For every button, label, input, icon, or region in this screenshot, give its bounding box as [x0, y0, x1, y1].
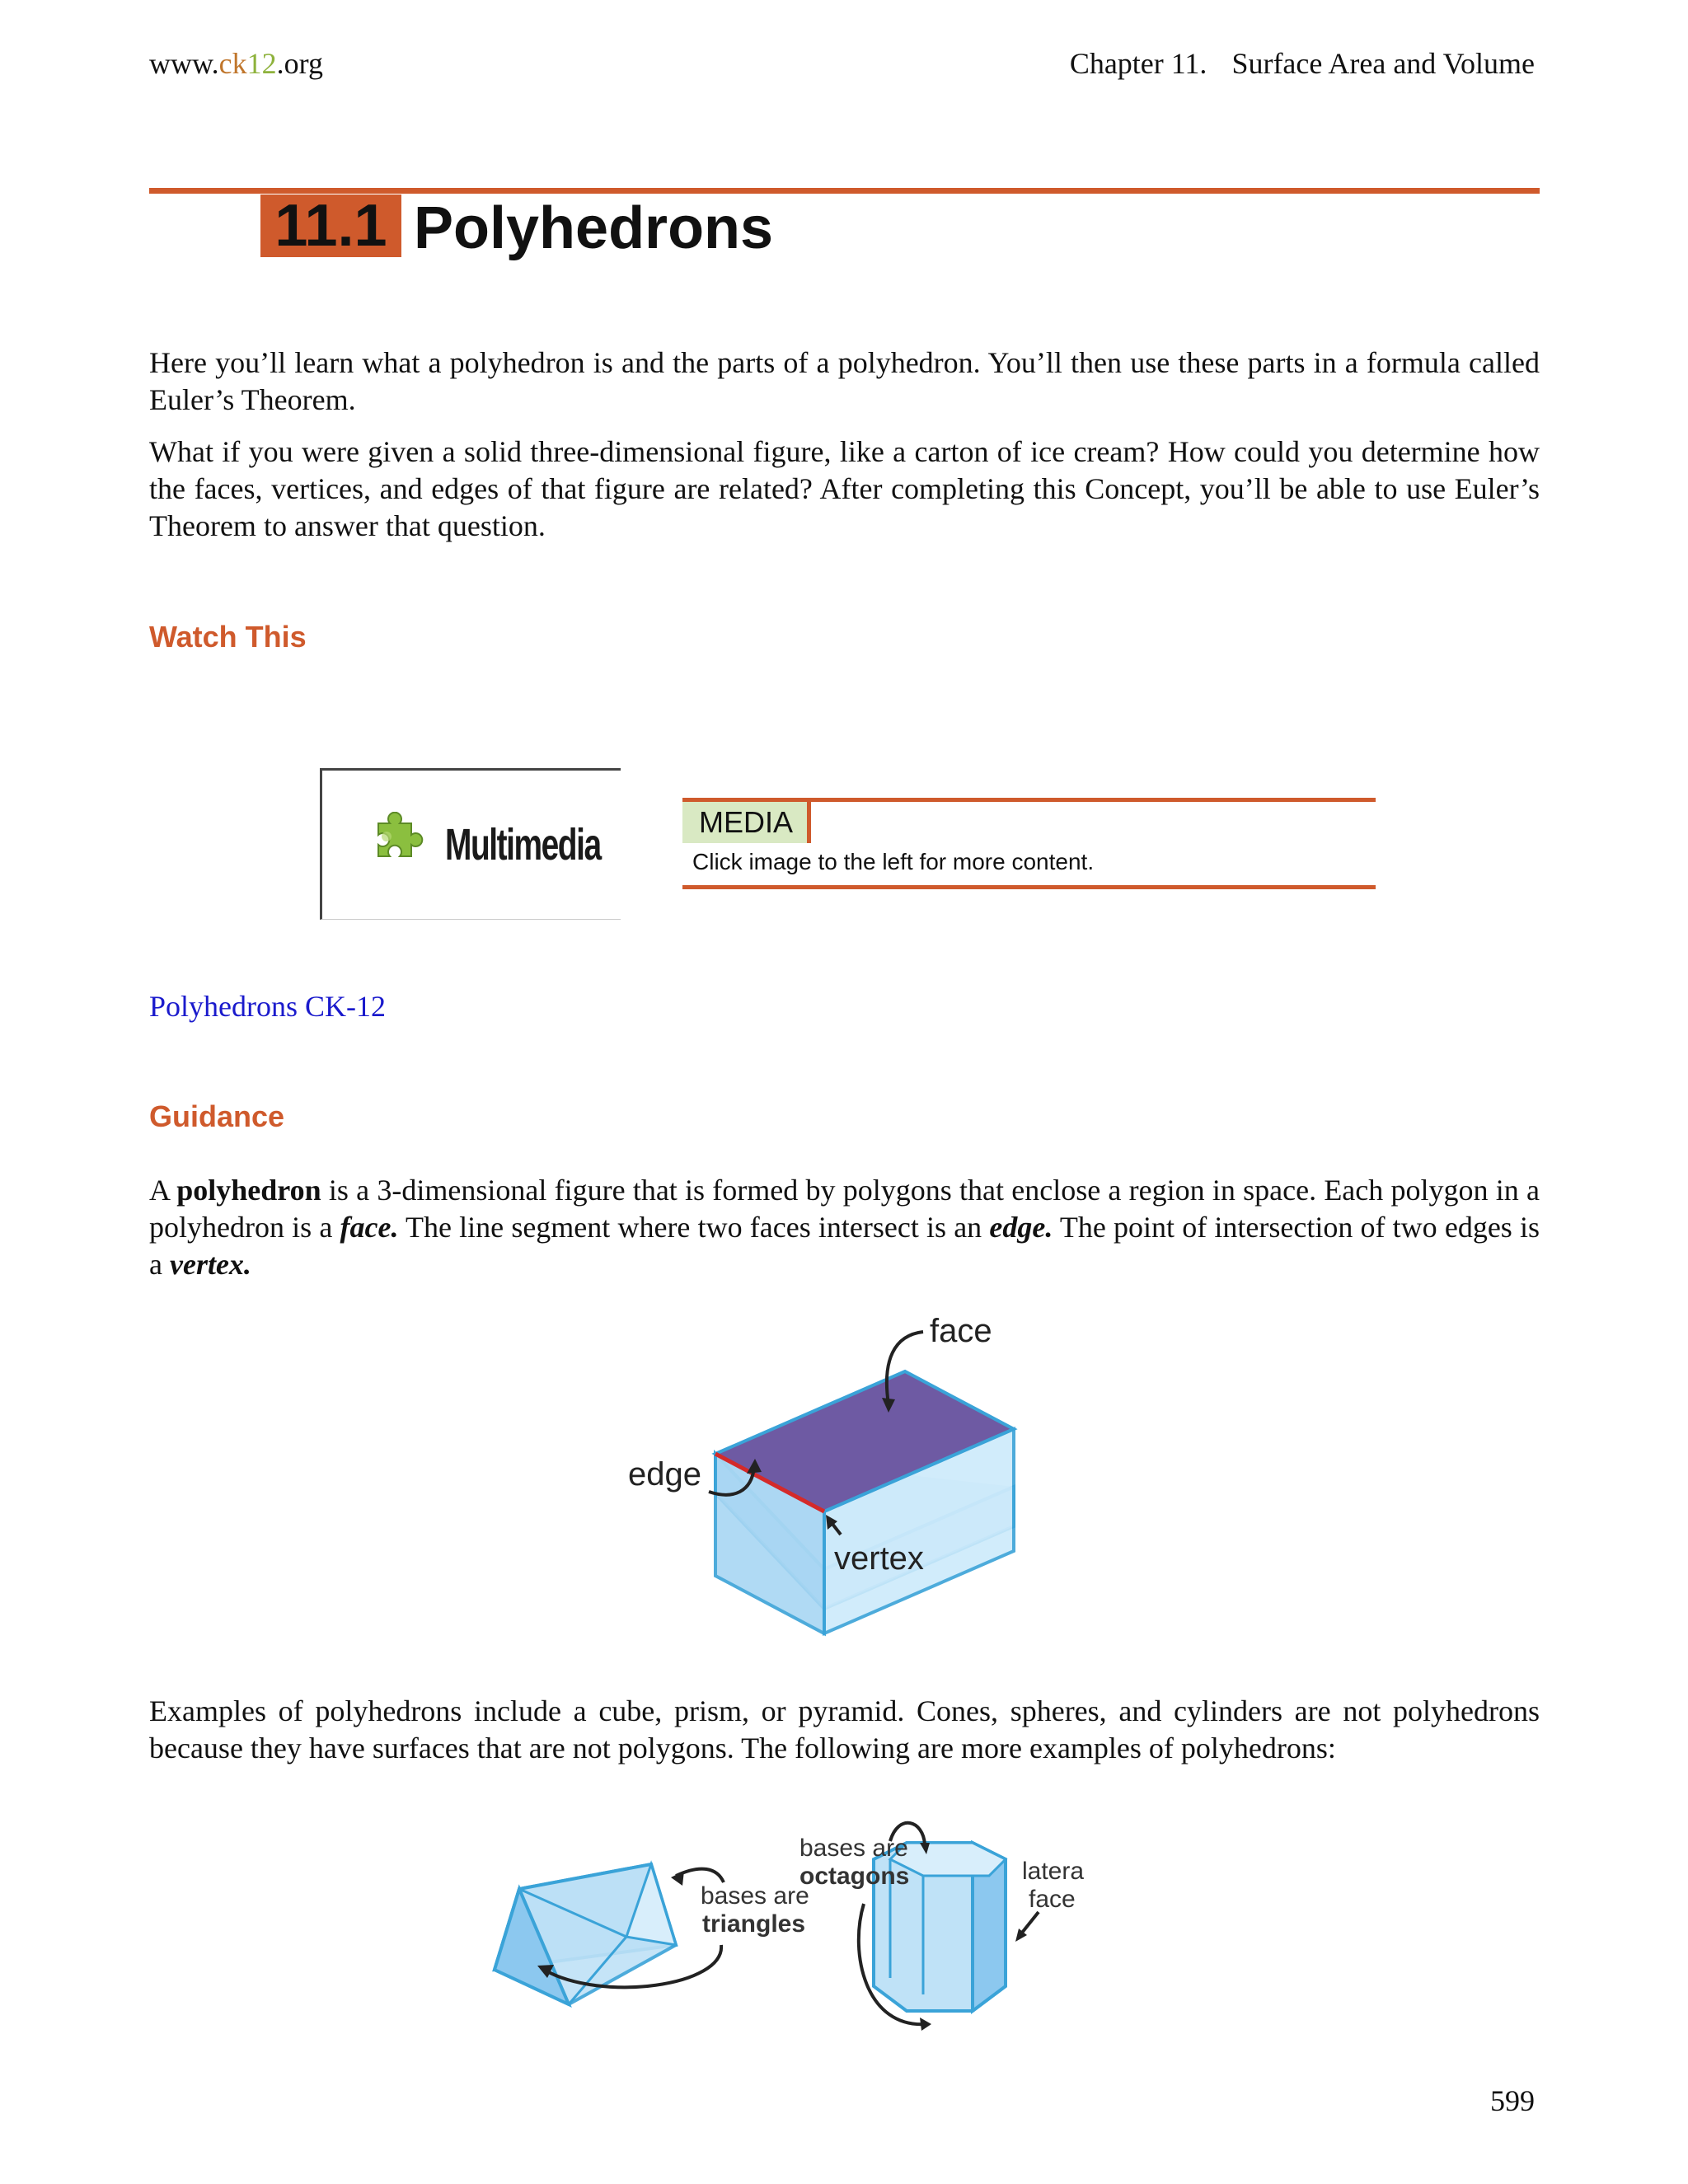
- prism-label-line1: bases are: [701, 1882, 809, 1910]
- guidance-definition-paragraph: A polyhedron is a 3-dimensional figure that is formed by polygons that enclose a region in space. Each polygon in a polyhedron is a face. The line segment where two faces intersect is an edge. The point of intersection of two edges is a vertex.: [149, 1174, 1540, 1281]
- intro-paragraph-2: What if you were given a solid three-dimensional figure, like a carton of ice cream? How could you determine how the faces, vertices, and edges of that figure are related? After completing this Concept, you’ll be able to use Euler’s Theorem to answer that question.: [149, 435, 1540, 542]
- octagon-label-line2: octagons: [799, 1863, 910, 1890]
- prism-label-line2: triangles: [702, 1910, 806, 1938]
- term-face: face.: [340, 1211, 399, 1244]
- label-face: face: [930, 1313, 992, 1349]
- figure-prism-parts: [610, 1310, 1104, 1640]
- page-number: 599: [1490, 2084, 1535, 2117]
- term-edge: edge.: [989, 1211, 1053, 1244]
- lateral-label-line1: latera: [1022, 1858, 1085, 1885]
- intro-paragraph-1: Here you’ll learn what a polyhedron is and the parts of a polyhedron. You’ll then use these parts in a formula called Euler’s Theorem.: [149, 346, 1540, 416]
- label-edge: edge: [628, 1456, 701, 1493]
- label-vertex: vertex: [834, 1540, 924, 1577]
- lateral-label-line2: face: [1029, 1886, 1076, 1913]
- media-tag: MEDIA: [682, 802, 811, 843]
- running-header-chapter: Chapter 11. Surface Area and Volume: [1069, 47, 1535, 80]
- section-number: 11.1: [274, 193, 387, 259]
- term-polyhedron: polyhedron: [176, 1174, 321, 1207]
- media-box-bottom-rule: [682, 885, 1376, 889]
- octagon-label-line1: bases are: [799, 1835, 908, 1862]
- video-link[interactable]: Polyhedrons CK-12: [149, 990, 386, 1023]
- puzzle-piece-icon: [360, 812, 426, 878]
- watch-this-heading: Watch This: [149, 620, 307, 654]
- term-vertex: vertex.: [169, 1248, 251, 1281]
- figure-polyhedron-examples: [478, 1813, 1203, 2060]
- guidance-heading: Guidance: [149, 1099, 285, 1133]
- examples-paragraph: Examples of polyhedrons include a cube, prism, or pyramid. Cones, spheres, and cylinders are not polyhedrons because they have surfaces that are not polygons. The following are more examples of polyhedrons:: [149, 1694, 1540, 1765]
- media-caption: Click image to the left for more content.: [692, 849, 1095, 874]
- section-title: Polyhedrons: [414, 195, 774, 261]
- site-url[interactable]: www.ck12.org: [149, 47, 323, 80]
- multimedia-label: Multimedia: [445, 820, 601, 869]
